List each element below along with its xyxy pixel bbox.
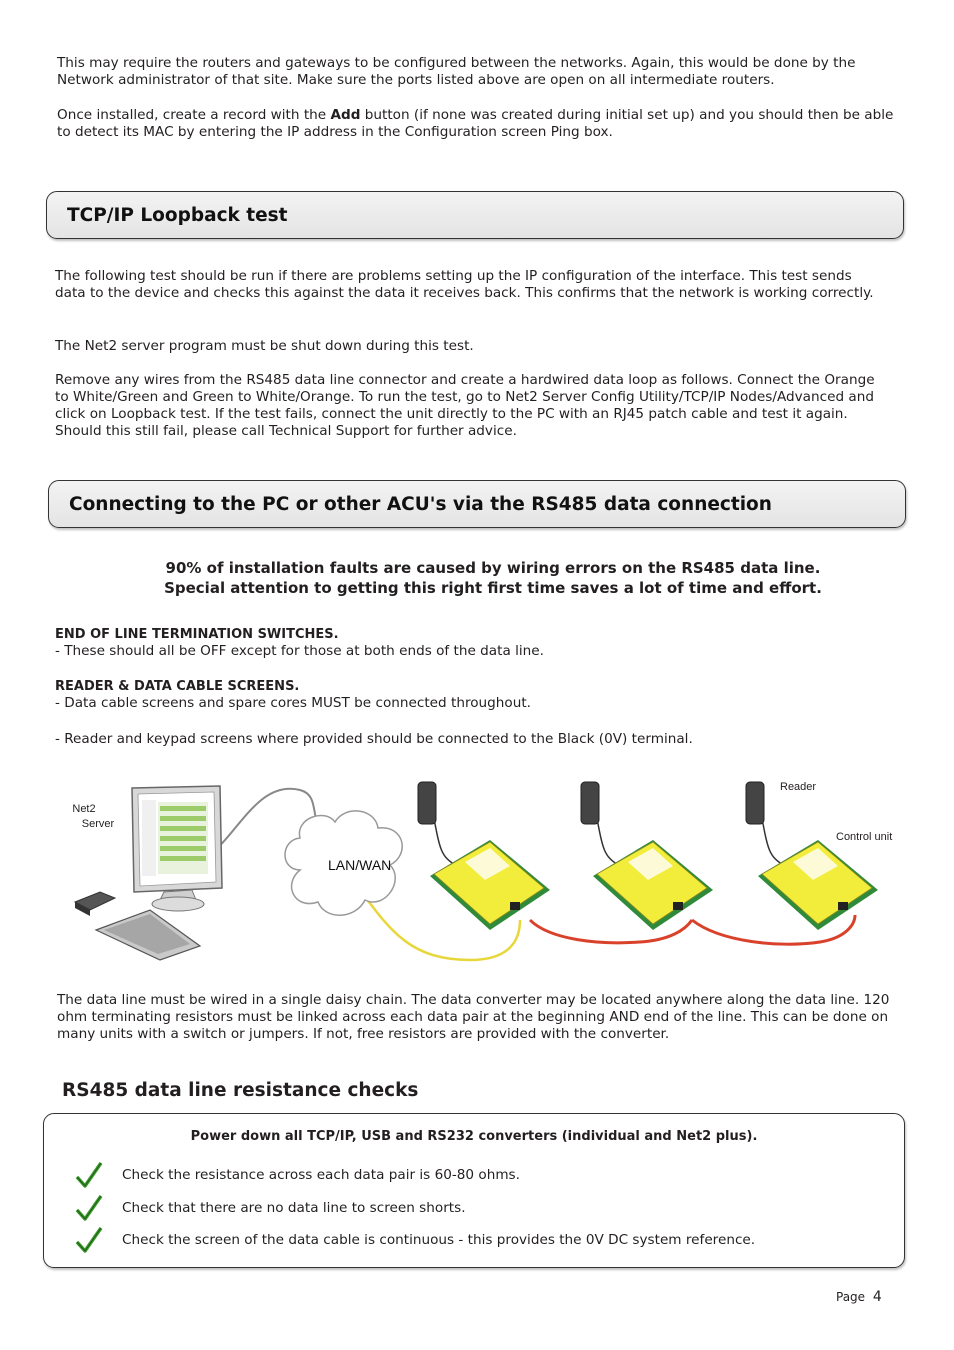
resistance-checks-panel (43, 1113, 905, 1268)
data-cable-1 (530, 920, 692, 943)
reader-icon-3 (746, 782, 764, 824)
reader-label: Reader (780, 781, 817, 793)
control-unit-label: Control unit (836, 831, 893, 843)
check-row-3 (74, 1225, 755, 1255)
resistance-heading: RS485 data line resistance checks (62, 1080, 419, 1101)
loopback-paragraph-1: The following test should be run if there are problems setting up the IP configuration of the interface. This test sends data to the device and checks this against the data it receives back. This confirms that the network is working correctly. (55, 268, 874, 301)
check-row-2 (74, 1193, 466, 1223)
loopback-heading: TCP/IP Loopback test (67, 204, 288, 226)
cloud-label: LAN/WAN (328, 857, 392, 873)
control-unit-1 (418, 782, 550, 930)
add-keyword: Add (330, 107, 361, 123)
intro-text-after: button (if none was created during initial set up) and you should then be able to detect its MAC by entering the IP address in the Configuration screen Ping box. (57, 107, 894, 140)
reader-icon-1 (418, 782, 436, 824)
server-label-1: Net2 (72, 803, 96, 815)
wiring-diagram (60, 770, 920, 975)
checkmark-icon (74, 1193, 104, 1223)
loopback-paragraph-3: Remove any wires from the RS485 data line connector and create a hardwired data loop as follows. Connect the Orange to White/Green and Green to White/Orange. To run the test, go to Net2 Server Config Utility/TCP/IP Nodes/Advanced and click on Loopback test. If the test fails, connect the unit directly to the PC with an RJ45 patch cable and test it again. Should this still fail, please call Technical Support for further advice. (55, 372, 875, 439)
mouse-icon (75, 892, 115, 916)
rs485-heading-banner (48, 480, 906, 528)
monitor-icon (132, 786, 222, 911)
eol-heading: END OF LINE TERMINATION SWITCHES. (55, 627, 339, 642)
check-row-1 (74, 1160, 520, 1190)
loopback-paragraph-2: The Net2 server program must be shut down during this test. (55, 338, 474, 354)
checkmark-icon (74, 1160, 104, 1190)
intro-paragraph-2 (57, 107, 907, 141)
page-number: 4 (872, 1289, 882, 1305)
daisy-chain-paragraph: The data line must be wired in a single daisy chain. The data converter may be located anywhere along the data line. 120 ohm terminating resistors must be linked across each data pair at the beginning AND end of the line. This can be done on many units with a switch or jumpers. If not, free resistors are provided with the converter. (57, 992, 890, 1042)
loopback-heading-banner (46, 191, 904, 239)
intro-paragraph-1: This may require the routers and gateways to be configured between the networks. Again, this would be done by the Network administrator of that site. Make sure the ports listed above are open on all intermediate routers. (57, 55, 856, 88)
screens-text-2: - Reader and keypad screens where provided should be connected to the Black (0V) terminal. (55, 731, 693, 747)
reader-icon-2 (581, 782, 599, 824)
control-unit-2 (581, 782, 713, 930)
check-text-1: Check the resistance across each data pair is 60-80 ohms. (122, 1166, 520, 1183)
page-label: Page (836, 1290, 866, 1304)
server-label-2: Server (81, 818, 115, 830)
page-footer (836, 1289, 882, 1306)
power-down-note: Power down all TCP/IP, USB and RS232 converters (individual and Net2 plus). (190, 1129, 758, 1144)
rs485-heading: Connecting to the PC or other ACU's via the RS485 data connection (69, 493, 772, 515)
check-text-2: Check that there are no data line to screen shorts. (122, 1199, 466, 1216)
warning-line-2: Special attention to getting this right first time saves a lot of time and effort. (164, 579, 822, 597)
eol-text: - These should all be OFF except for those at both ends of the data line. (55, 643, 544, 659)
check-text-3: Check the screen of the data cable is continuous - this provides the 0V DC system reference. (122, 1231, 756, 1248)
control-unit-3 (746, 782, 878, 930)
keyboard-icon (96, 910, 200, 960)
checkmark-icon (74, 1225, 104, 1255)
warning-line-1: 90% of installation faults are caused by wiring errors on the RS485 data line. (165, 559, 821, 577)
intro-text-before: Once installed, create a record with the (57, 107, 331, 123)
screens-text-1: - Data cable screens and spare cores MUST be connected throughout. (55, 695, 531, 711)
screens-heading: READER & DATA CABLE SCREENS. (55, 679, 300, 694)
